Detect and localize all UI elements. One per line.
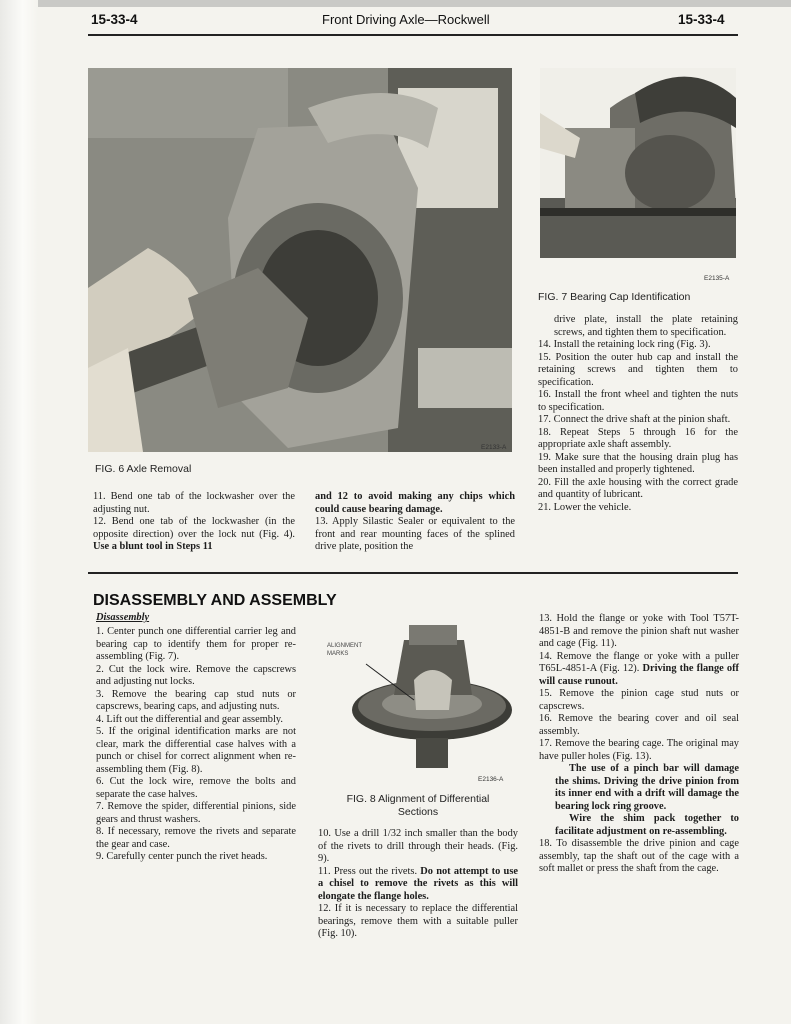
warning-note-2: Wire the shim pack together to facilitate adjustment on re-assembling. [555,813,739,837]
header-rule [88,34,738,36]
top-column-2 [315,491,515,554]
dis-step-12: 12. If it is necessary to replace the differential bearings, remove them with a suitable puller (Fig. 10). [318,903,518,939]
step-14: 14. Install the retaining lock ring (Fig. 3). [538,339,711,350]
running-title: Front Driving Axle—Rockwell [322,12,490,27]
dis-step-18: 18. To disassemble the drive pinion and cage assembly, tap the shaft out of the cage with a soft mallet or press the shaft from the cage. [539,838,739,874]
dis-step-1: 1. Center punch one differential carrier leg and bearing cap to identify them for proper re-assembling (Fig. 7). [96,626,296,662]
dis-step-15: 15. Remove the pinion cage stud nuts or capscrews. [539,688,739,712]
dis-step-14: 14. Remove the flange or yoke with a puller T65L-4851-A (Fig. 12). Driving the flange off will cause runout. [539,650,739,687]
dis-step-7: 7. Remove the spider, differential pinions, side gears and thrust washers. [96,801,296,825]
step-21: 21. Lower the vehicle. [538,501,632,513]
fig8-caption: FIG. 8 Alignment of Differential Sections [346,793,490,818]
section-rule [88,572,738,574]
scan-top-edge [0,0,791,7]
dis-step-4: 4. Lift out the differential and gear assembly. [96,713,283,725]
page-number-left: 15-33-4 [91,12,138,27]
top-column-1 [93,491,295,554]
disassembly-column-3 [539,613,739,876]
warning-note-1: The use of a pinch bar will damage the shims. Driving the drive pinion from its inner end with a drift will damage the bearing lock ring groove. [555,763,739,812]
fig7-caption: FIG. 7 Bearing Cap Identification [538,291,691,303]
fig6-photo-axle-removal [88,68,512,452]
dis-step-13: 13. Hold the flange or yoke with Tool T57T-4851-B and remove the pinion shaft nut washer and cage (Fig. 11). [539,613,739,649]
scan-binding-edge [0,0,38,1024]
fig7-photo-bearing-cap [540,68,736,258]
dis-step-11: 11. Press out the rivets. Do not attempt to use a chisel to remove the rivets as this will elongate the flange holes. [318,865,518,902]
fig6-code: E2133-A [481,444,507,451]
subsection-heading: Disassembly [96,612,150,623]
fig7-code: E2135-A [704,275,730,282]
disassembly-column-1 [96,626,296,864]
dis-step-6: 6. Cut the lock wire, remove the bolts and separate the case halves. [96,776,296,800]
dis-step-9: 9. Carefully center punch the rivet heads. [96,851,268,862]
top-column-3 [538,314,738,514]
step-11: 11. Bend one tab of the lockwasher over the adjusting nut. [93,491,295,515]
dis-step-17: 17. Remove the bearing cage. The original may have puller holes (Fig. 13). [539,738,739,762]
step-15: 15. Position the outer hub cap and install the retaining screws and tighten them to specification. [538,351,738,388]
step-16: 16. Install the front wheel and tighten the nuts to specification. [538,389,738,413]
fig8-code: E2136-A [478,776,504,783]
dis-step-2: 2. Cut the lock wire. Remove the capscrews and adjusting nut locks. [96,663,296,687]
fig8-alignment-label: ALIGNMENT MARKS [327,643,363,657]
step-19: 19. Make sure that the housing drain plug has been installed and properly tightened. [538,451,738,475]
step-12: 12. Bend one tab of the lockwasher (in the opposite direction) over the lock nut (Fig. 4). Use a blunt tool in Steps 11 [93,516,295,552]
step-12-warning: and 12 to avoid making any chips which could cause bearing damage. [315,491,515,515]
dis-step-16: 16. Remove the bearing cover and oil seal assembly. [539,713,739,737]
step-17: 17. Connect the drive shaft at the pinion shaft. [538,414,731,425]
step-20: 20. Fill the axle housing with the correct grade and quantity of lubricant. [538,476,738,500]
dis-step-10: 10. Use a drill 1/32 inch smaller than the body of the rivets to drill through their heads. (Fig. 9). [318,828,518,864]
dis-step-5: 5. If the original identification marks are not clear, mark the differential case halves with a punch or chisel for correct alignment when re-assembling them (Fig. 8). [96,726,296,775]
disassembly-column-2 [318,828,518,941]
dis-step-3: 3. Remove the bearing cap stud nuts or capscrews, bearing caps, and adjusting nuts. [96,688,296,712]
step-13: 13. Apply Silastic Sealer or equivalent to the front and rear mounting faces of the splined drive plate, position the [315,516,515,552]
fig6-caption: FIG. 6 Axle Removal [95,463,192,475]
step-13-continued: drive plate, install the plate retaining screws, and tighten them to specification. [554,314,738,338]
page-number-right: 15-33-4 [678,12,725,27]
dis-step-8: 8. If necessary, remove the rivets and separate the gear and case. [96,826,296,850]
step-18: 18. Repeat Steps 5 through 16 for the appropriate axle shaft assembly. [538,426,738,450]
section-heading: DISASSEMBLY AND ASSEMBLY [93,592,337,609]
